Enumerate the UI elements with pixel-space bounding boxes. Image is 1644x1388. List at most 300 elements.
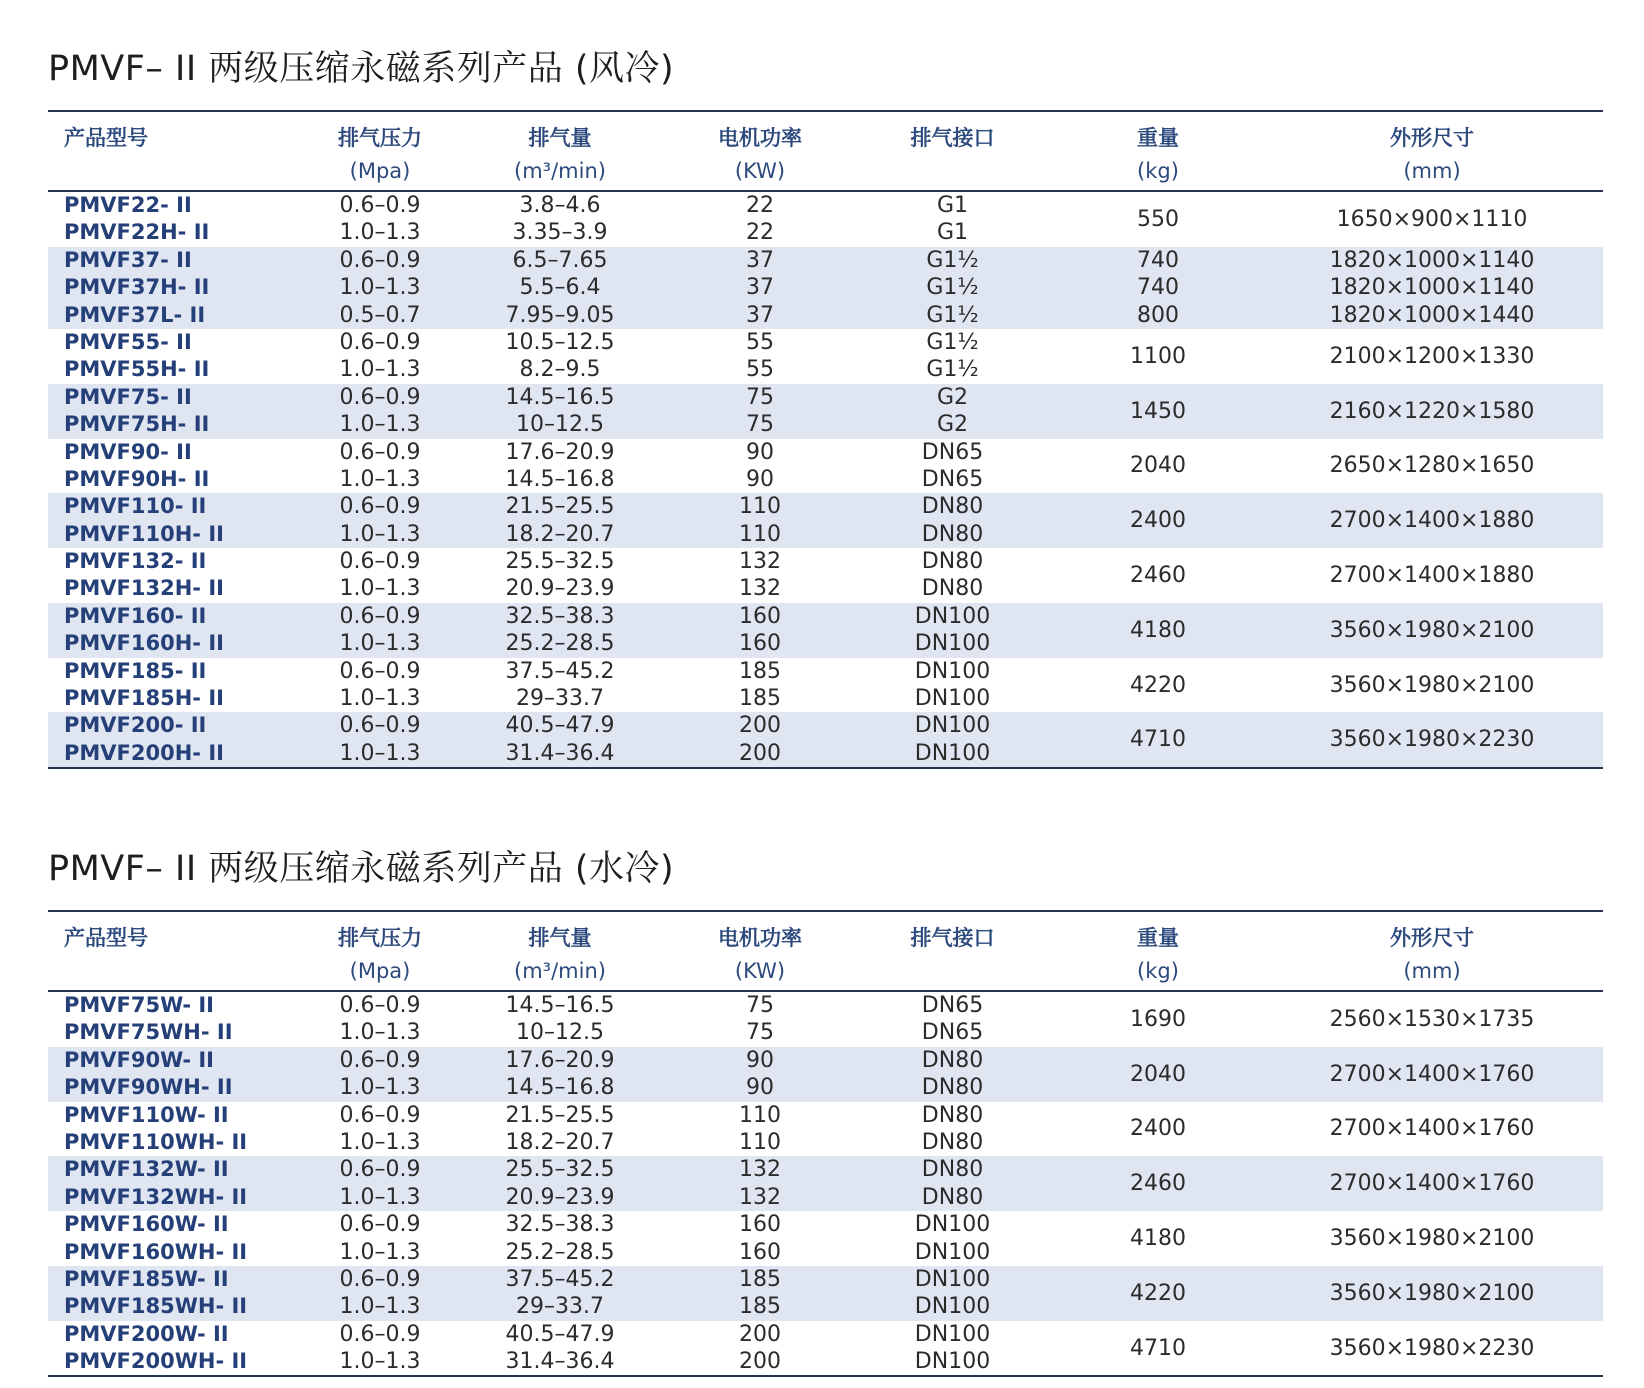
flow-cell: 14.5–16.5	[505, 993, 615, 1018]
power-column	[670, 992, 850, 1047]
header-dimensions: 外形尺寸 (mm)	[1390, 926, 1474, 983]
weight-cell-merged: 4220	[1130, 672, 1186, 698]
row-group	[48, 1211, 1603, 1266]
flow-cell: 8.2–9.5	[519, 357, 601, 383]
flow-cell: 7.95–9.05	[505, 302, 615, 328]
port-column	[850, 329, 1055, 384]
model-cell: PMVF200W- II	[64, 1321, 229, 1346]
power-cell: 200	[739, 1321, 781, 1347]
port-cell: DN80	[921, 1157, 984, 1183]
flow-cell: 29–33.7	[516, 1294, 604, 1320]
dimensions-cell: 1820×1000×1140	[1329, 247, 1535, 273]
power-cell: 37	[746, 247, 774, 273]
port-cell: DN100	[914, 1321, 991, 1347]
port-column	[850, 1211, 1055, 1266]
weight-cell-merged: 1690	[1130, 1006, 1186, 1032]
power-column	[670, 548, 850, 603]
pressure-cell: 0.6–0.9	[339, 1212, 421, 1238]
pressure-cell: 0.5–0.7	[339, 302, 421, 328]
port-cell: DN80	[921, 1129, 984, 1155]
port-cell: G1	[936, 193, 969, 218]
weight-cell-merged: 2400	[1130, 508, 1186, 534]
power-cell: 75	[746, 412, 774, 438]
flow-column	[450, 1047, 670, 1102]
row-group	[48, 1156, 1603, 1211]
model-cell: PMVF132W- II	[64, 1157, 229, 1182]
port-cell: DN80	[921, 1184, 984, 1210]
water-cooled-body	[48, 992, 1603, 1375]
pressure-column	[310, 1266, 450, 1321]
power-cell: 55	[746, 357, 774, 383]
model-cell: PMVF22H- II	[64, 220, 210, 245]
header-model: 产品型号	[64, 926, 148, 950]
dimensions-cell-merged: 3560×1980×2100	[1329, 617, 1535, 643]
dimensions-cell-merged: 3560×1980×2230	[1329, 727, 1535, 753]
model-cell: PMVF75- II	[64, 384, 192, 409]
pressure-cell: 0.6–0.9	[339, 993, 421, 1018]
flow-cell: 25.5–32.5	[505, 549, 615, 575]
pressure-column	[310, 439, 450, 494]
model-cell: PMVF185W- II	[64, 1266, 229, 1291]
port-column	[850, 603, 1055, 658]
flow-column	[450, 1321, 670, 1376]
power-cell: 200	[739, 740, 781, 766]
pressure-column	[310, 1321, 450, 1376]
model-column	[48, 658, 310, 713]
model-cell: PMVF160- II	[64, 603, 207, 628]
flow-cell: 14.5–16.8	[505, 466, 615, 492]
flow-cell: 21.5–25.5	[505, 1102, 615, 1128]
port-cell: DN80	[921, 521, 984, 547]
weight-cell-merged: 4710	[1130, 1335, 1186, 1361]
port-cell: DN80	[921, 1047, 984, 1073]
model-cell: PMVF37H- II	[64, 275, 210, 300]
pressure-cell: 1.0–1.3	[339, 412, 421, 438]
model-column	[48, 439, 310, 494]
dimensions-cell-merged: 2560×1530×1735	[1329, 1006, 1535, 1032]
flow-cell: 10–12.5	[516, 412, 604, 438]
port-cell: DN100	[914, 740, 991, 766]
model-column	[48, 1266, 310, 1321]
model-cell: PMVF110H- II	[64, 521, 224, 546]
port-cell: DN80	[921, 549, 984, 575]
power-cell: 37	[746, 302, 774, 328]
flow-cell: 18.2–20.7	[505, 1129, 615, 1155]
power-column	[670, 603, 850, 658]
pressure-cell: 0.6–0.9	[339, 384, 421, 410]
power-cell: 132	[739, 576, 781, 602]
flow-cell: 10–12.5	[516, 1020, 604, 1046]
flow-cell: 32.5–38.3	[505, 1212, 615, 1238]
port-cell: DN80	[921, 1102, 984, 1128]
power-cell: 110	[739, 521, 781, 547]
pressure-cell: 1.0–1.3	[339, 1294, 421, 1320]
flow-cell: 29–33.7	[516, 686, 604, 712]
port-cell: G2	[936, 384, 969, 410]
flow-cell: 20.9–23.9	[505, 1184, 615, 1210]
port-column	[850, 439, 1055, 494]
water-cooled-section	[48, 838, 1603, 1377]
pressure-cell: 0.6–0.9	[339, 193, 421, 218]
row-group	[48, 603, 1603, 658]
port-cell: DN80	[921, 494, 984, 520]
model-column	[48, 329, 310, 384]
dimensions-cell-merged: 3560×1980×2100	[1329, 672, 1535, 698]
model-cell: PMVF200- II	[64, 713, 207, 738]
dimensions-cell: 1820×1000×1140	[1329, 275, 1535, 301]
pressure-cell: 0.6–0.9	[339, 247, 421, 273]
model-column	[48, 548, 310, 603]
port-cell: DN100	[914, 1294, 991, 1320]
weight-cell-merged: 1450	[1130, 398, 1186, 424]
power-cell: 200	[739, 1349, 781, 1375]
pressure-column	[310, 548, 450, 603]
dimensions-cell: 1820×1000×1440	[1329, 302, 1535, 328]
power-column	[670, 1102, 850, 1157]
port-column	[850, 192, 1055, 247]
port-cell: G1½	[926, 357, 979, 383]
port-column	[850, 548, 1055, 603]
weight-cell-merged: 2460	[1130, 562, 1186, 588]
model-column	[48, 1047, 310, 1102]
pressure-column	[310, 384, 450, 439]
dimensions-cell-merged: 2160×1220×1580	[1329, 398, 1535, 424]
pressure-cell: 0.6–0.9	[339, 1047, 421, 1073]
weight-cell: 740	[1137, 247, 1179, 273]
model-cell: PMVF160WH- II	[64, 1239, 248, 1264]
port-column	[850, 247, 1055, 329]
table-header	[48, 912, 1603, 992]
flow-cell: 6.5–7.65	[512, 247, 608, 273]
row-group	[48, 992, 1603, 1047]
port-column	[850, 1266, 1055, 1321]
flow-column	[450, 1102, 670, 1157]
pressure-cell: 1.0–1.3	[339, 357, 421, 383]
row-group	[48, 439, 1603, 494]
port-column	[850, 384, 1055, 439]
flow-column	[450, 603, 670, 658]
pressure-cell: 1.0–1.3	[339, 1129, 421, 1155]
pressure-column	[310, 192, 450, 247]
dimensions-cell-merged: 2650×1280×1650	[1329, 453, 1535, 479]
power-cell: 160	[739, 1239, 781, 1265]
flow-cell: 40.5–47.9	[505, 1321, 615, 1347]
flow-column	[450, 548, 670, 603]
weight-cell-merged: 4710	[1130, 727, 1186, 753]
model-cell: PMVF90- II	[64, 439, 192, 464]
pressure-cell: 1.0–1.3	[339, 740, 421, 766]
power-column	[670, 712, 850, 767]
flow-cell: 3.8–4.6	[519, 193, 601, 218]
dimensions-cell-merged: 3560×1980×2100	[1329, 1226, 1535, 1252]
row-group	[48, 712, 1603, 767]
pressure-cell: 1.0–1.3	[339, 1020, 421, 1046]
dimensions-cell-merged: 2100×1200×1330	[1329, 343, 1535, 369]
model-cell: PMVF110W- II	[64, 1102, 229, 1127]
flow-column	[450, 493, 670, 548]
pressure-column	[310, 1047, 450, 1102]
port-cell: DN100	[914, 631, 991, 657]
power-cell: 185	[739, 658, 781, 684]
model-cell: PMVF160W- II	[64, 1212, 229, 1237]
pressure-cell: 0.6–0.9	[339, 1321, 421, 1347]
flow-column	[450, 658, 670, 713]
pressure-cell: 1.0–1.3	[339, 1349, 421, 1375]
flow-cell: 14.5–16.8	[505, 1075, 615, 1101]
row-group	[48, 192, 1603, 247]
pressure-column	[310, 493, 450, 548]
flow-column	[450, 1211, 670, 1266]
port-cell: G1½	[926, 302, 979, 328]
flow-cell: 14.5–16.5	[505, 384, 615, 410]
dimensions-cell-merged: 1650×900×1110	[1336, 206, 1528, 232]
flow-cell: 3.35–3.9	[512, 220, 608, 246]
port-cell: DN100	[914, 658, 991, 684]
pressure-cell: 0.6–0.9	[339, 494, 421, 520]
power-cell: 90	[746, 1047, 774, 1073]
power-column	[670, 1266, 850, 1321]
pressure-cell: 1.0–1.3	[339, 275, 421, 301]
port-column	[850, 1047, 1055, 1102]
model-column	[48, 247, 310, 329]
pressure-cell: 1.0–1.3	[339, 1075, 421, 1101]
power-column	[670, 247, 850, 329]
weight-cell-merged: 550	[1137, 206, 1179, 232]
pressure-column	[310, 247, 450, 329]
power-cell: 90	[746, 439, 774, 465]
weight-column	[1055, 247, 1261, 329]
power-cell: 22	[746, 220, 774, 246]
power-cell: 75	[746, 384, 774, 410]
power-cell: 185	[739, 1266, 781, 1292]
header-power: 电机功率 (KW)	[718, 126, 802, 183]
weight-cell-merged: 2460	[1130, 1171, 1186, 1197]
header-power: 电机功率 (KW)	[718, 926, 802, 983]
flow-cell: 40.5–47.9	[505, 713, 615, 739]
header-port: 排气接口	[910, 126, 995, 150]
header-weight: 重量 (kg)	[1137, 126, 1179, 183]
flow-cell: 25.2–28.5	[505, 631, 615, 657]
dimensions-cell-merged: 3560×1980×2100	[1329, 1280, 1535, 1306]
power-cell: 22	[746, 193, 774, 218]
port-column	[850, 1321, 1055, 1376]
weight-cell: 800	[1137, 302, 1179, 328]
model-column	[48, 384, 310, 439]
flow-cell: 37.5–45.2	[505, 1266, 615, 1292]
model-cell: PMVF185WH- II	[64, 1294, 248, 1319]
pressure-cell: 0.6–0.9	[339, 713, 421, 739]
model-cell: PMVF185- II	[64, 658, 207, 683]
header-pressure: 排气压力 (Mpa)	[338, 126, 422, 183]
header-port: 排气接口	[910, 926, 995, 950]
model-cell: PMVF132H- II	[64, 576, 224, 601]
flow-cell: 25.5–32.5	[505, 1157, 615, 1183]
power-column	[670, 329, 850, 384]
port-cell: G1½	[926, 329, 979, 355]
power-cell: 200	[739, 713, 781, 739]
power-cell: 132	[739, 549, 781, 575]
power-column	[670, 1047, 850, 1102]
power-cell: 132	[739, 1157, 781, 1183]
port-cell: DN100	[914, 686, 991, 712]
pressure-cell: 1.0–1.3	[339, 1239, 421, 1265]
dimensions-cell-merged: 2700×1400×1880	[1329, 508, 1535, 534]
flow-column	[450, 712, 670, 767]
model-cell: PMVF185H- II	[64, 686, 224, 711]
power-cell: 90	[746, 466, 774, 492]
pressure-column	[310, 1211, 450, 1266]
power-cell: 90	[746, 1075, 774, 1101]
pressure-column	[310, 712, 450, 767]
table-bottom-rule	[48, 1375, 1603, 1377]
port-column	[850, 493, 1055, 548]
model-cell: PMVF110- II	[64, 494, 207, 519]
pressure-cell: 1.0–1.3	[339, 576, 421, 602]
pressure-cell: 0.6–0.9	[339, 439, 421, 465]
model-column	[48, 1102, 310, 1157]
model-cell: PMVF160H- II	[64, 631, 224, 656]
dimensions-cell-merged: 2700×1400×1760	[1329, 1116, 1535, 1142]
flow-cell: 17.6–20.9	[505, 439, 615, 465]
power-column	[670, 192, 850, 247]
port-cell: DN100	[914, 1266, 991, 1292]
power-cell: 110	[739, 494, 781, 520]
port-column	[850, 992, 1055, 1047]
port-cell: DN65	[921, 466, 984, 492]
weight-cell-merged: 2400	[1130, 1116, 1186, 1142]
dimensions-cell-merged: 2700×1400×1760	[1329, 1171, 1535, 1197]
air-cooled-section	[48, 38, 1603, 769]
flow-column	[450, 384, 670, 439]
model-cell: PMVF90W- II	[64, 1047, 214, 1072]
weight-cell-merged: 1100	[1130, 343, 1186, 369]
flow-column	[450, 992, 670, 1047]
model-column	[48, 192, 310, 247]
port-column	[850, 1102, 1055, 1157]
flow-column	[450, 247, 670, 329]
pressure-cell: 0.6–0.9	[339, 1102, 421, 1128]
port-cell: DN100	[914, 1349, 991, 1375]
power-cell: 160	[739, 603, 781, 629]
port-cell: DN65	[921, 439, 984, 465]
pressure-cell: 1.0–1.3	[339, 521, 421, 547]
power-cell: 37	[746, 275, 774, 301]
port-column	[850, 712, 1055, 767]
power-column	[670, 1211, 850, 1266]
model-column	[48, 493, 310, 548]
pressure-cell: 0.6–0.9	[339, 658, 421, 684]
model-cell: PMVF55- II	[64, 329, 192, 354]
header-pressure: 排气压力 (Mpa)	[338, 926, 422, 983]
port-cell: DN100	[914, 1239, 991, 1265]
row-group	[48, 247, 1603, 329]
dimensions-column	[1261, 247, 1603, 329]
model-cell: PMVF110WH- II	[64, 1129, 248, 1154]
power-cell: 185	[739, 1294, 781, 1320]
air-cooled-body	[48, 192, 1603, 767]
model-cell: PMVF75W- II	[64, 993, 214, 1017]
flow-cell: 10.5–12.5	[505, 329, 615, 355]
pressure-column	[310, 992, 450, 1047]
weight-cell-merged: 4180	[1130, 617, 1186, 643]
model-cell: PMVF37L- II	[64, 302, 206, 327]
flow-column	[450, 1156, 670, 1211]
pressure-cell: 0.6–0.9	[339, 603, 421, 629]
weight-cell-merged: 2040	[1130, 1061, 1186, 1087]
flow-column	[450, 329, 670, 384]
flow-cell: 20.9–23.9	[505, 576, 615, 602]
power-cell: 75	[746, 993, 774, 1018]
flow-column	[450, 439, 670, 494]
pressure-cell: 1.0–1.3	[339, 466, 421, 492]
flow-cell: 25.2–28.5	[505, 1239, 615, 1265]
power-column	[670, 658, 850, 713]
flow-cell: 21.5–25.5	[505, 494, 615, 520]
power-column	[670, 493, 850, 548]
air-cooled-title: PMVF– II 两级压缩永磁系列产品 (风冷)	[48, 49, 675, 89]
port-column	[850, 658, 1055, 713]
model-column	[48, 1211, 310, 1266]
port-cell: DN80	[921, 1075, 984, 1101]
model-column	[48, 1321, 310, 1376]
flow-cell: 18.2–20.7	[505, 521, 615, 547]
row-group	[48, 1102, 1603, 1157]
model-cell: PMVF90WH- II	[64, 1075, 233, 1100]
weight-cell: 740	[1137, 275, 1179, 301]
port-cell: G1	[936, 220, 969, 246]
port-cell: DN80	[921, 576, 984, 602]
dimensions-cell-merged: 3560×1980×2230	[1329, 1335, 1535, 1361]
pressure-column	[310, 329, 450, 384]
model-column	[48, 712, 310, 767]
power-cell: 110	[739, 1102, 781, 1128]
port-cell: DN65	[921, 1020, 984, 1046]
flow-cell: 32.5–38.3	[505, 603, 615, 629]
model-cell: PMVF200H- II	[64, 740, 224, 765]
port-cell: G2	[936, 412, 969, 438]
pressure-column	[310, 1156, 450, 1211]
model-cell: PMVF75WH- II	[64, 1020, 233, 1045]
model-cell: PMVF75H- II	[64, 412, 210, 437]
port-cell: DN100	[914, 713, 991, 739]
port-cell: G1½	[926, 247, 979, 273]
power-cell: 132	[739, 1184, 781, 1210]
weight-cell-merged: 4220	[1130, 1280, 1186, 1306]
flow-cell: 31.4–36.4	[505, 740, 615, 766]
header-flow: 排气量 (m³/min)	[514, 926, 606, 983]
row-group	[48, 548, 1603, 603]
header-dimensions: 外形尺寸 (mm)	[1390, 126, 1474, 183]
row-group	[48, 1321, 1603, 1376]
power-column	[670, 384, 850, 439]
power-cell: 185	[739, 686, 781, 712]
model-cell: PMVF200WH- II	[64, 1349, 248, 1374]
power-column	[670, 1321, 850, 1376]
model-cell: PMVF37- II	[64, 247, 192, 272]
port-cell: DN65	[921, 993, 984, 1018]
power-cell: 75	[746, 1020, 774, 1046]
row-group	[48, 1047, 1603, 1102]
model-cell: PMVF132WH- II	[64, 1184, 248, 1209]
pressure-cell: 0.6–0.9	[339, 549, 421, 575]
pressure-cell: 1.0–1.3	[339, 631, 421, 657]
flow-cell: 37.5–45.2	[505, 658, 615, 684]
pressure-cell: 1.0–1.3	[339, 1184, 421, 1210]
flow-cell: 17.6–20.9	[505, 1047, 615, 1073]
flow-column	[450, 1266, 670, 1321]
model-column	[48, 992, 310, 1047]
pressure-cell: 0.6–0.9	[339, 1157, 421, 1183]
